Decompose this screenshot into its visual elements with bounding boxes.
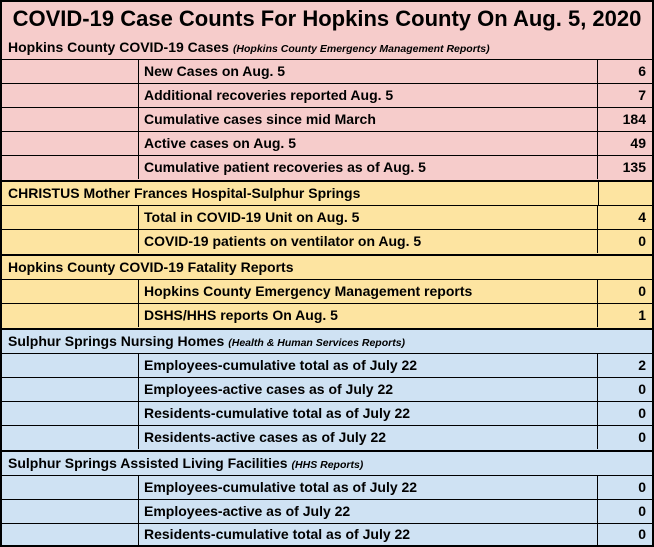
row-label: COVID-19 patients on ventilator on Aug. 5	[139, 230, 598, 253]
row-value: 184	[622, 111, 646, 127]
table-row	[2, 354, 652, 378]
empty-cell	[2, 426, 139, 449]
row-value: 49	[630, 135, 646, 151]
row-value: 0	[638, 429, 646, 445]
row-label: DSHS/HHS reports On Aug. 5	[139, 304, 598, 327]
row-label: Active cases on Aug. 5	[139, 132, 598, 155]
empty-cell	[2, 378, 139, 401]
empty-cell	[2, 280, 139, 303]
table-row	[2, 524, 652, 545]
table-row	[2, 230, 652, 256]
empty-cell	[2, 108, 139, 131]
row-value: 0	[638, 283, 646, 299]
table-title: COVID-19 Case Counts For Hopkins County On Aug. 5, 2020	[2, 2, 652, 38]
row-value: 2	[638, 357, 646, 373]
section-heading-text: Sulphur Springs Assisted Living Facilities	[8, 455, 288, 471]
table-row	[2, 60, 652, 84]
row-label: New Cases on Aug. 5	[139, 60, 598, 83]
table-row	[2, 108, 652, 132]
empty-cell	[2, 354, 139, 377]
table-row	[2, 132, 652, 156]
table-row	[2, 476, 652, 500]
row-label: Employees-cumulative total as of July 22	[139, 354, 598, 377]
row-label: Residents-active cases as of July 22	[139, 426, 598, 449]
row-value: 7	[638, 87, 646, 103]
section-subheading: (Health & Human Services Reports)	[228, 337, 406, 349]
section-heading-nursing-homes	[2, 330, 652, 354]
table-row	[2, 378, 652, 402]
row-label: Employees-cumulative total as of July 22	[139, 476, 598, 499]
empty-cell	[2, 132, 139, 155]
section-heading-hopkins-cases	[2, 36, 652, 60]
empty-cell	[2, 500, 139, 523]
row-value: 6	[638, 63, 646, 79]
row-value: 0	[638, 503, 646, 519]
row-value: 1	[638, 307, 646, 323]
table-row	[2, 84, 652, 108]
section-heading-text: CHRISTUS Mother Frances Hospital-Sulphur Springs	[8, 185, 361, 201]
row-value: 0	[638, 405, 646, 421]
row-value: 0	[638, 233, 646, 249]
section-heading-text: Sulphur Springs Nursing Homes	[8, 333, 225, 349]
empty-cell	[2, 524, 139, 545]
section-subheading: (HHS Reports)	[291, 459, 364, 471]
row-value: 135	[622, 159, 646, 175]
row-label: Employees-active as of July 22	[139, 500, 598, 523]
empty-cell	[2, 60, 139, 83]
row-label: Employees-active cases as of July 22	[139, 378, 598, 401]
row-label: Total in COVID-19 Unit on Aug. 5	[139, 206, 598, 229]
row-value: 0	[638, 381, 646, 397]
table-row	[2, 426, 652, 452]
row-value: 0	[638, 526, 646, 542]
empty-cell	[2, 304, 139, 327]
row-label: Additional recoveries reported Aug. 5	[139, 84, 598, 107]
section-subheading: (Hopkins County Emergency Management Reports)	[232, 43, 490, 55]
row-value: 0	[638, 479, 646, 495]
table-row	[2, 156, 652, 182]
row-label: Cumulative patient recoveries as of Aug. 5	[139, 156, 598, 179]
section-heading-hospital	[2, 182, 652, 206]
empty-cell	[2, 206, 139, 229]
table-row	[2, 206, 652, 230]
empty-cell	[2, 476, 139, 499]
table-row	[2, 402, 652, 426]
table-row	[2, 280, 652, 304]
section-heading-text: Hopkins County COVID-19 Fatality Reports	[8, 259, 294, 275]
empty-cell	[598, 182, 652, 205]
section-heading-assisted-living	[2, 452, 652, 476]
table-row	[2, 304, 652, 330]
section-heading-fatality	[2, 256, 652, 280]
row-label: Hopkins County Emergency Management reports	[139, 280, 598, 303]
row-label: Residents-cumulative total as of July 22	[139, 402, 598, 425]
row-label: Residents-cumulative total as of July 22	[139, 524, 598, 545]
table-row	[2, 500, 652, 524]
row-label: Cumulative cases since mid March	[139, 108, 598, 131]
empty-cell	[2, 156, 139, 179]
empty-cell	[2, 402, 139, 425]
row-value: 4	[638, 209, 646, 225]
section-heading-text: Hopkins County COVID-19 Cases	[8, 39, 229, 55]
empty-cell	[2, 84, 139, 107]
empty-cell	[2, 230, 139, 253]
